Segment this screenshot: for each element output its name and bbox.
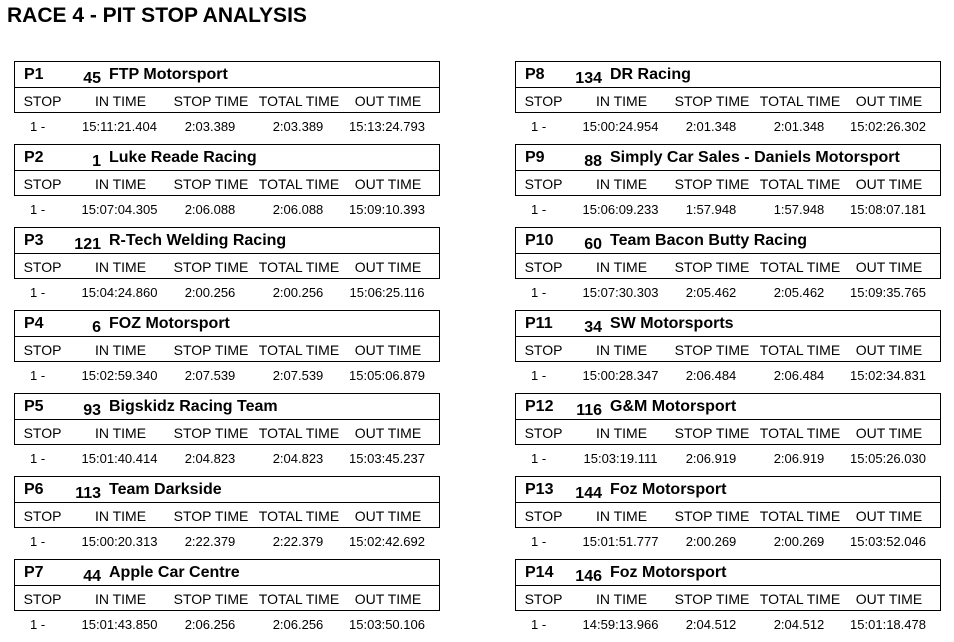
- header-stop-time: STOP TIME: [173, 342, 249, 358]
- stop-row: [14, 279, 440, 305]
- stop-row: [515, 279, 941, 305]
- stop-number: 1 -: [30, 617, 46, 632]
- out-time-value: 15:03:50.106: [349, 617, 425, 632]
- entry-title: [15, 228, 439, 254]
- page-title: RACE 4 - PIT STOP ANALYSIS: [7, 4, 307, 27]
- stop-number: 1 -: [531, 368, 547, 383]
- stop-row: [515, 528, 941, 554]
- column-header-row: [516, 254, 940, 278]
- entry-title: [516, 145, 940, 171]
- header-stop: STOP: [524, 93, 563, 109]
- position-label: P6: [24, 481, 44, 498]
- header-out-time: OUT TIME: [354, 93, 422, 109]
- header-out-time: OUT TIME: [855, 591, 923, 607]
- in-time-value: 15:00:28.347: [582, 368, 659, 383]
- header-stop-time: STOP TIME: [173, 508, 249, 524]
- total-time-value: 2:03.389: [272, 119, 324, 134]
- header-stop: STOP: [23, 176, 62, 192]
- pit-stop-box: [14, 144, 440, 196]
- position-label: P10: [525, 232, 554, 249]
- in-time-value: 15:01:51.777: [582, 534, 659, 549]
- entry-title: [15, 145, 439, 171]
- out-time-value: 15:03:45.237: [349, 451, 425, 466]
- total-time-value: 2:05.462: [773, 285, 825, 300]
- team-name: Luke Reade Racing: [109, 149, 257, 166]
- position-label: P13: [525, 481, 554, 498]
- stop-time-value: 2:04.512: [685, 617, 737, 632]
- pit-stop-box: [515, 393, 941, 445]
- stop-time-value: 2:04.823: [184, 451, 236, 466]
- stop-time-value: 2:03.389: [184, 119, 236, 134]
- position-label: P9: [525, 149, 545, 166]
- team-name: Team Darkside: [109, 481, 222, 498]
- car-number: 116: [576, 402, 602, 419]
- out-time-value: 15:01:18.478: [850, 617, 926, 632]
- position-label: P7: [24, 564, 44, 581]
- stop-time-value: 2:07.539: [184, 368, 236, 383]
- header-stop-time: STOP TIME: [674, 425, 750, 441]
- stop-time-value: 2:06.919: [685, 451, 737, 466]
- header-in-time: IN TIME: [595, 342, 648, 358]
- pit-stop-box: [14, 559, 440, 611]
- header-stop-time: STOP TIME: [173, 176, 249, 192]
- car-number: 1: [92, 153, 101, 170]
- pit-stop-block: [515, 476, 941, 559]
- pit-stop-block: [515, 393, 941, 476]
- header-out-time: OUT TIME: [354, 591, 422, 607]
- header-in-time: IN TIME: [94, 93, 147, 109]
- car-number: 60: [584, 236, 602, 253]
- team-name: FTP Motorsport: [109, 66, 228, 83]
- entry-title: [516, 62, 940, 88]
- stop-number: 1 -: [531, 617, 547, 632]
- in-time-value: 15:00:24.954: [582, 119, 659, 134]
- header-stop: STOP: [524, 425, 563, 441]
- out-time-value: 15:06:25.116: [349, 285, 425, 300]
- pit-stop-box: [515, 227, 941, 279]
- in-time-value: 15:00:20.313: [81, 534, 158, 549]
- in-time-value: 15:07:04.305: [81, 202, 158, 217]
- header-stop: STOP: [524, 508, 563, 524]
- header-stop: STOP: [23, 259, 62, 275]
- car-number: 113: [75, 485, 101, 502]
- header-total-time: TOTAL TIME: [759, 176, 841, 192]
- out-time-value: 15:02:42.692: [349, 534, 425, 549]
- stop-number: 1 -: [531, 119, 547, 134]
- out-time-value: 15:13:24.793: [349, 119, 425, 134]
- entry-title: [15, 311, 439, 337]
- car-number: 34: [584, 319, 602, 336]
- header-total-time: TOTAL TIME: [258, 93, 340, 109]
- stop-number: 1 -: [30, 451, 46, 466]
- stop-number: 1 -: [531, 202, 547, 217]
- left-column: [14, 61, 440, 642]
- header-stop-time: STOP TIME: [173, 93, 249, 109]
- column-header-row: [516, 503, 940, 527]
- entry-title: [516, 311, 940, 337]
- pit-stop-block: [515, 227, 941, 310]
- header-stop-time: STOP TIME: [674, 342, 750, 358]
- entry-title: [15, 477, 439, 503]
- column-header-row: [15, 254, 439, 278]
- stop-number: 1 -: [30, 119, 46, 134]
- position-label: P2: [24, 149, 44, 166]
- header-stop: STOP: [524, 342, 563, 358]
- total-time-value: 2:06.919: [773, 451, 825, 466]
- entry-title: [516, 560, 940, 586]
- header-out-time: OUT TIME: [354, 425, 422, 441]
- pit-stop-box: [515, 144, 941, 196]
- team-name: Apple Car Centre: [109, 564, 240, 581]
- header-stop: STOP: [23, 425, 62, 441]
- header-stop: STOP: [524, 259, 563, 275]
- stop-row: [14, 445, 440, 471]
- header-out-time: OUT TIME: [855, 425, 923, 441]
- team-name: DR Racing: [610, 66, 691, 83]
- team-name: SW Motorsports: [610, 315, 734, 332]
- pit-stop-box: [14, 61, 440, 113]
- header-out-time: OUT TIME: [855, 93, 923, 109]
- pit-stop-block: [515, 310, 941, 393]
- stop-row: [515, 611, 941, 637]
- column-header-row: [516, 420, 940, 444]
- pit-stop-box: [14, 476, 440, 528]
- header-total-time: TOTAL TIME: [258, 259, 340, 275]
- entry-title: [516, 477, 940, 503]
- stop-row: [515, 113, 941, 139]
- header-in-time: IN TIME: [595, 508, 648, 524]
- header-stop: STOP: [23, 591, 62, 607]
- car-number: 93: [83, 402, 101, 419]
- header-stop: STOP: [23, 342, 62, 358]
- entry-title: [516, 228, 940, 254]
- position-label: P14: [525, 564, 554, 581]
- pit-stop-box: [515, 476, 941, 528]
- team-name: R-Tech Welding Racing: [109, 232, 287, 249]
- stop-time-value: 2:05.462: [685, 285, 737, 300]
- header-stop: STOP: [524, 591, 563, 607]
- header-total-time: TOTAL TIME: [258, 508, 340, 524]
- stop-time-value: 2:06.088: [184, 202, 236, 217]
- entry-title: [15, 394, 439, 420]
- pit-stop-block: [14, 393, 440, 476]
- pit-stop-block: [14, 61, 440, 144]
- total-time-value: 2:01.348: [773, 119, 825, 134]
- stop-row: [14, 528, 440, 554]
- position-label: P3: [24, 232, 44, 249]
- team-name: Simply Car Sales - Daniels Motorsport: [610, 149, 900, 166]
- header-stop: STOP: [524, 176, 563, 192]
- column-header-row: [15, 503, 439, 527]
- team-name: FOZ Motorsport: [109, 315, 230, 332]
- header-in-time: IN TIME: [94, 591, 147, 607]
- column-header-row: [15, 420, 439, 444]
- header-total-time: TOTAL TIME: [759, 259, 841, 275]
- stop-time-value: 1:57.948: [685, 202, 737, 217]
- header-stop-time: STOP TIME: [674, 508, 750, 524]
- position-label: P8: [525, 66, 545, 83]
- out-time-value: 15:08:07.181: [850, 202, 926, 217]
- stop-time-value: 2:00.269: [685, 534, 737, 549]
- total-time-value: 1:57.948: [773, 202, 825, 217]
- header-total-time: TOTAL TIME: [759, 508, 841, 524]
- stop-row: [14, 196, 440, 222]
- team-name: Team Bacon Butty Racing: [610, 232, 808, 249]
- header-total-time: TOTAL TIME: [759, 93, 841, 109]
- out-time-value: 15:09:35.765: [850, 285, 926, 300]
- in-time-value: 15:02:59.340: [81, 368, 158, 383]
- header-in-time: IN TIME: [595, 425, 648, 441]
- header-stop: STOP: [23, 508, 62, 524]
- stop-row: [515, 445, 941, 471]
- pit-stop-box: [14, 227, 440, 279]
- header-stop-time: STOP TIME: [173, 259, 249, 275]
- header-out-time: OUT TIME: [855, 342, 923, 358]
- stop-row: [515, 362, 941, 388]
- header-stop-time: STOP TIME: [674, 591, 750, 607]
- pit-stop-block: [14, 559, 440, 642]
- team-name: Foz Motorsport: [610, 481, 727, 498]
- position-label: P5: [24, 398, 44, 415]
- stop-number: 1 -: [531, 285, 547, 300]
- header-in-time: IN TIME: [94, 176, 147, 192]
- stop-row: [515, 196, 941, 222]
- car-number: 134: [575, 70, 602, 87]
- total-time-value: 2:07.539: [272, 368, 324, 383]
- header-out-time: OUT TIME: [855, 508, 923, 524]
- total-time-value: 2:06.256: [272, 617, 324, 632]
- stop-number: 1 -: [30, 534, 46, 549]
- stop-time-value: 2:01.348: [685, 119, 737, 134]
- pit-stop-block: [14, 227, 440, 310]
- pit-stop-box: [515, 310, 941, 362]
- car-number: 6: [92, 319, 101, 336]
- column-header-row: [516, 88, 940, 112]
- column-header-row: [15, 88, 439, 112]
- out-time-value: 15:05:26.030: [850, 451, 926, 466]
- car-number: 44: [83, 568, 101, 585]
- stop-number: 1 -: [30, 285, 46, 300]
- stop-number: 1 -: [531, 534, 547, 549]
- in-time-value: 15:03:19.111: [583, 451, 658, 466]
- header-stop-time: STOP TIME: [674, 176, 750, 192]
- team-name: G&M Motorsport: [610, 398, 737, 415]
- in-time-value: 15:06:09.233: [582, 202, 659, 217]
- team-name: Bigskidz Racing Team: [109, 398, 278, 415]
- header-in-time: IN TIME: [595, 176, 648, 192]
- total-time-value: 2:06.088: [272, 202, 324, 217]
- header-in-time: IN TIME: [595, 93, 648, 109]
- stop-time-value: 2:06.256: [184, 617, 236, 632]
- header-total-time: TOTAL TIME: [258, 425, 340, 441]
- position-label: P12: [525, 398, 554, 415]
- header-total-time: TOTAL TIME: [258, 342, 340, 358]
- header-in-time: IN TIME: [94, 259, 147, 275]
- pit-stop-box: [14, 393, 440, 445]
- total-time-value: 2:04.512: [773, 617, 825, 632]
- total-time-value: 2:04.823: [272, 451, 324, 466]
- header-out-time: OUT TIME: [354, 176, 422, 192]
- pit-stop-box: [515, 61, 941, 113]
- position-label: P1: [24, 66, 44, 83]
- stop-number: 1 -: [531, 451, 547, 466]
- header-in-time: IN TIME: [94, 342, 147, 358]
- header-stop-time: STOP TIME: [674, 259, 750, 275]
- header-stop-time: STOP TIME: [173, 591, 249, 607]
- stop-time-value: 2:06.484: [685, 368, 737, 383]
- car-number: 45: [83, 70, 101, 87]
- header-total-time: TOTAL TIME: [759, 591, 841, 607]
- stop-time-value: 2:22.379: [184, 534, 236, 549]
- entry-title: [15, 62, 439, 88]
- out-time-value: 15:05:06.879: [349, 368, 425, 383]
- column-header-row: [516, 337, 940, 361]
- column-header-row: [516, 586, 940, 610]
- car-number: 121: [74, 236, 101, 253]
- car-number: 146: [575, 568, 602, 585]
- right-column: [515, 61, 941, 642]
- out-time-value: 15:02:26.302: [850, 119, 926, 134]
- header-total-time: TOTAL TIME: [759, 425, 841, 441]
- out-time-value: 15:02:34.831: [850, 368, 926, 383]
- pit-stop-block: [515, 61, 941, 144]
- header-total-time: TOTAL TIME: [258, 176, 340, 192]
- team-name: Foz Motorsport: [610, 564, 727, 581]
- header-out-time: OUT TIME: [354, 259, 422, 275]
- stop-time-value: 2:00.256: [184, 285, 236, 300]
- header-in-time: IN TIME: [94, 508, 147, 524]
- total-time-value: 2:00.269: [773, 534, 825, 549]
- column-header-row: [516, 171, 940, 195]
- header-total-time: TOTAL TIME: [258, 591, 340, 607]
- stop-row: [14, 113, 440, 139]
- total-time-value: 2:22.379: [272, 534, 324, 549]
- header-out-time: OUT TIME: [354, 342, 422, 358]
- header-out-time: OUT TIME: [855, 176, 923, 192]
- pit-stop-block: [515, 559, 941, 642]
- column-header-row: [15, 586, 439, 610]
- header-out-time: OUT TIME: [354, 508, 422, 524]
- stop-row: [14, 611, 440, 637]
- in-time-value: 15:01:43.850: [81, 617, 158, 632]
- header-in-time: IN TIME: [94, 425, 147, 441]
- header-total-time: TOTAL TIME: [759, 342, 841, 358]
- in-time-value: 15:07:30.303: [582, 285, 659, 300]
- column-header-row: [15, 337, 439, 361]
- pit-stop-block: [14, 144, 440, 227]
- out-time-value: 15:03:52.046: [850, 534, 926, 549]
- header-stop-time: STOP TIME: [173, 425, 249, 441]
- in-time-value: 15:01:40.414: [81, 451, 158, 466]
- header-in-time: IN TIME: [595, 259, 648, 275]
- entry-title: [516, 394, 940, 420]
- header-in-time: IN TIME: [595, 591, 648, 607]
- in-time-value: 15:11:21.404: [82, 119, 157, 134]
- in-time-value: 15:04:24.860: [81, 285, 158, 300]
- header-stop: STOP: [23, 93, 62, 109]
- in-time-value: 14:59:13.966: [582, 617, 659, 632]
- pit-stop-block: [14, 476, 440, 559]
- stop-number: 1 -: [30, 202, 46, 217]
- pit-stop-box: [515, 559, 941, 611]
- pit-stop-block: [14, 310, 440, 393]
- car-number: 144: [575, 485, 602, 502]
- entry-title: [15, 560, 439, 586]
- header-stop-time: STOP TIME: [674, 93, 750, 109]
- column-header-row: [15, 171, 439, 195]
- stop-number: 1 -: [30, 368, 46, 383]
- pit-stop-block: [515, 144, 941, 227]
- car-number: 88: [584, 153, 602, 170]
- position-label: P11: [525, 315, 553, 332]
- total-time-value: 2:00.256: [272, 285, 324, 300]
- position-label: P4: [24, 315, 44, 332]
- total-time-value: 2:06.484: [773, 368, 825, 383]
- pit-stop-box: [14, 310, 440, 362]
- header-out-time: OUT TIME: [855, 259, 923, 275]
- out-time-value: 15:09:10.393: [349, 202, 425, 217]
- stop-row: [14, 362, 440, 388]
